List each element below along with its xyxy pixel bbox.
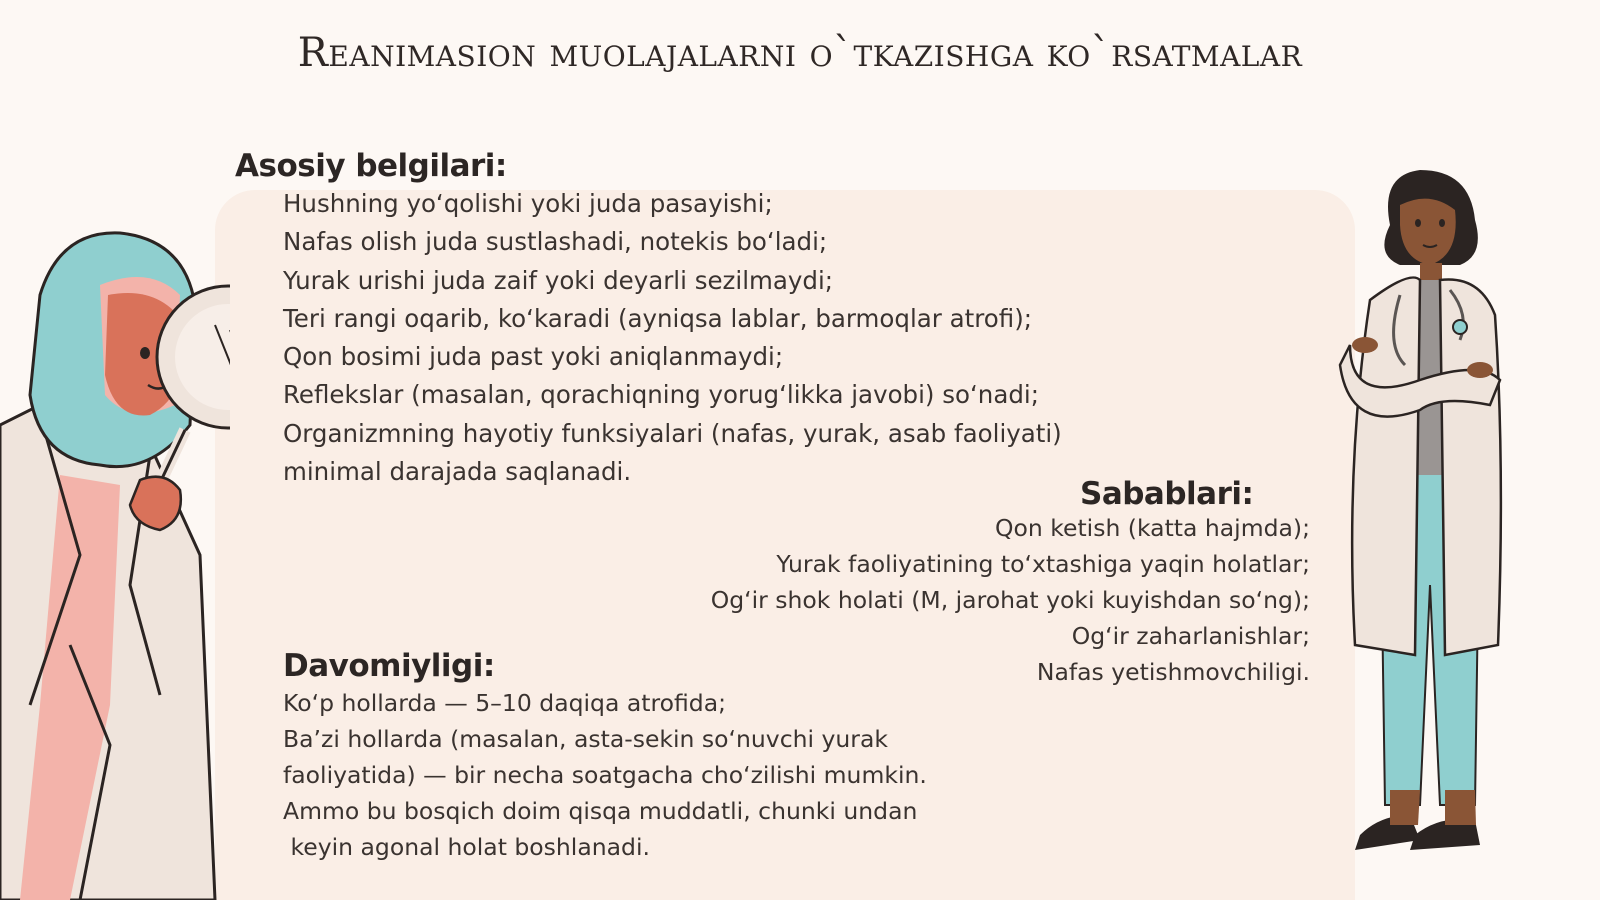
list-item: Ko‘p hollarda — 5–10 daqiqa atrofida; (283, 689, 727, 717)
list-item: Reflekslar (masalan, qorachiqning yorug‘likka javobi) so‘nadi; (283, 380, 1039, 410)
causes-list (711, 510, 1310, 690)
list-item: Og‘ir zaharlanishlar; (1071, 622, 1310, 650)
list-item: Og‘ir shok holati (M, jarohat yoki kuyishdan so‘ng); (710, 586, 1310, 614)
duration-heading: Davomiyligi: (283, 648, 495, 684)
doctor-with-stethoscope-illustration (1330, 165, 1510, 865)
woman-with-magnifier-illustration (0, 225, 230, 900)
list-item: faoliyatida) — bir necha soatgacha cho‘zilishi mumkin. (283, 761, 927, 789)
list-item: Qon bosimi juda past yoki aniqlanmaydi; (283, 342, 784, 372)
list-item: Organizmning hayotiy funksiyalari (nafas, yurak, asab faoliyati) (283, 418, 1062, 448)
list-item: Nafas yetishmovchiligi. (1036, 658, 1310, 686)
list-item: Ammo bu bosqich doim qisqa muddatli, chunki undan (283, 797, 918, 825)
list-item: Ba’zi hollarda (masalan, asta-sekin so‘nuvchi yurak (283, 725, 888, 753)
list-item: Nafas olish juda sustlashadi, notekis bo‘ladi; (283, 227, 828, 257)
list-item: minimal darajada saqlanadi. (283, 457, 632, 487)
list-item: Qon ketish (katta hajmda); (994, 514, 1310, 542)
list-item: Hushning yo‘qolishi yoki juda pasayishi; (283, 189, 773, 218)
causes-heading: Sabablari: (1080, 476, 1254, 512)
list-item: Teri rangi oqarib, ko‘karadi (ayniqsa lablar, barmoqlar atrofi); (283, 303, 1033, 333)
list-item: Yurak urishi juda zaif yoki deyarli sezilmaydi; (283, 265, 834, 295)
duration-list (283, 685, 927, 865)
list-item: keyin agonal holat boshlanadi. (283, 833, 650, 861)
signs-heading: Asosiy belgilari: (235, 148, 507, 184)
list-item: Yurak faoliyatining to‘xtashiga yaqin holatlar; (776, 550, 1310, 578)
signs-list (283, 185, 1062, 491)
page-title: Reanimasion muolajalarni o`tkazishga ko`rsatmalar (297, 30, 1303, 76)
